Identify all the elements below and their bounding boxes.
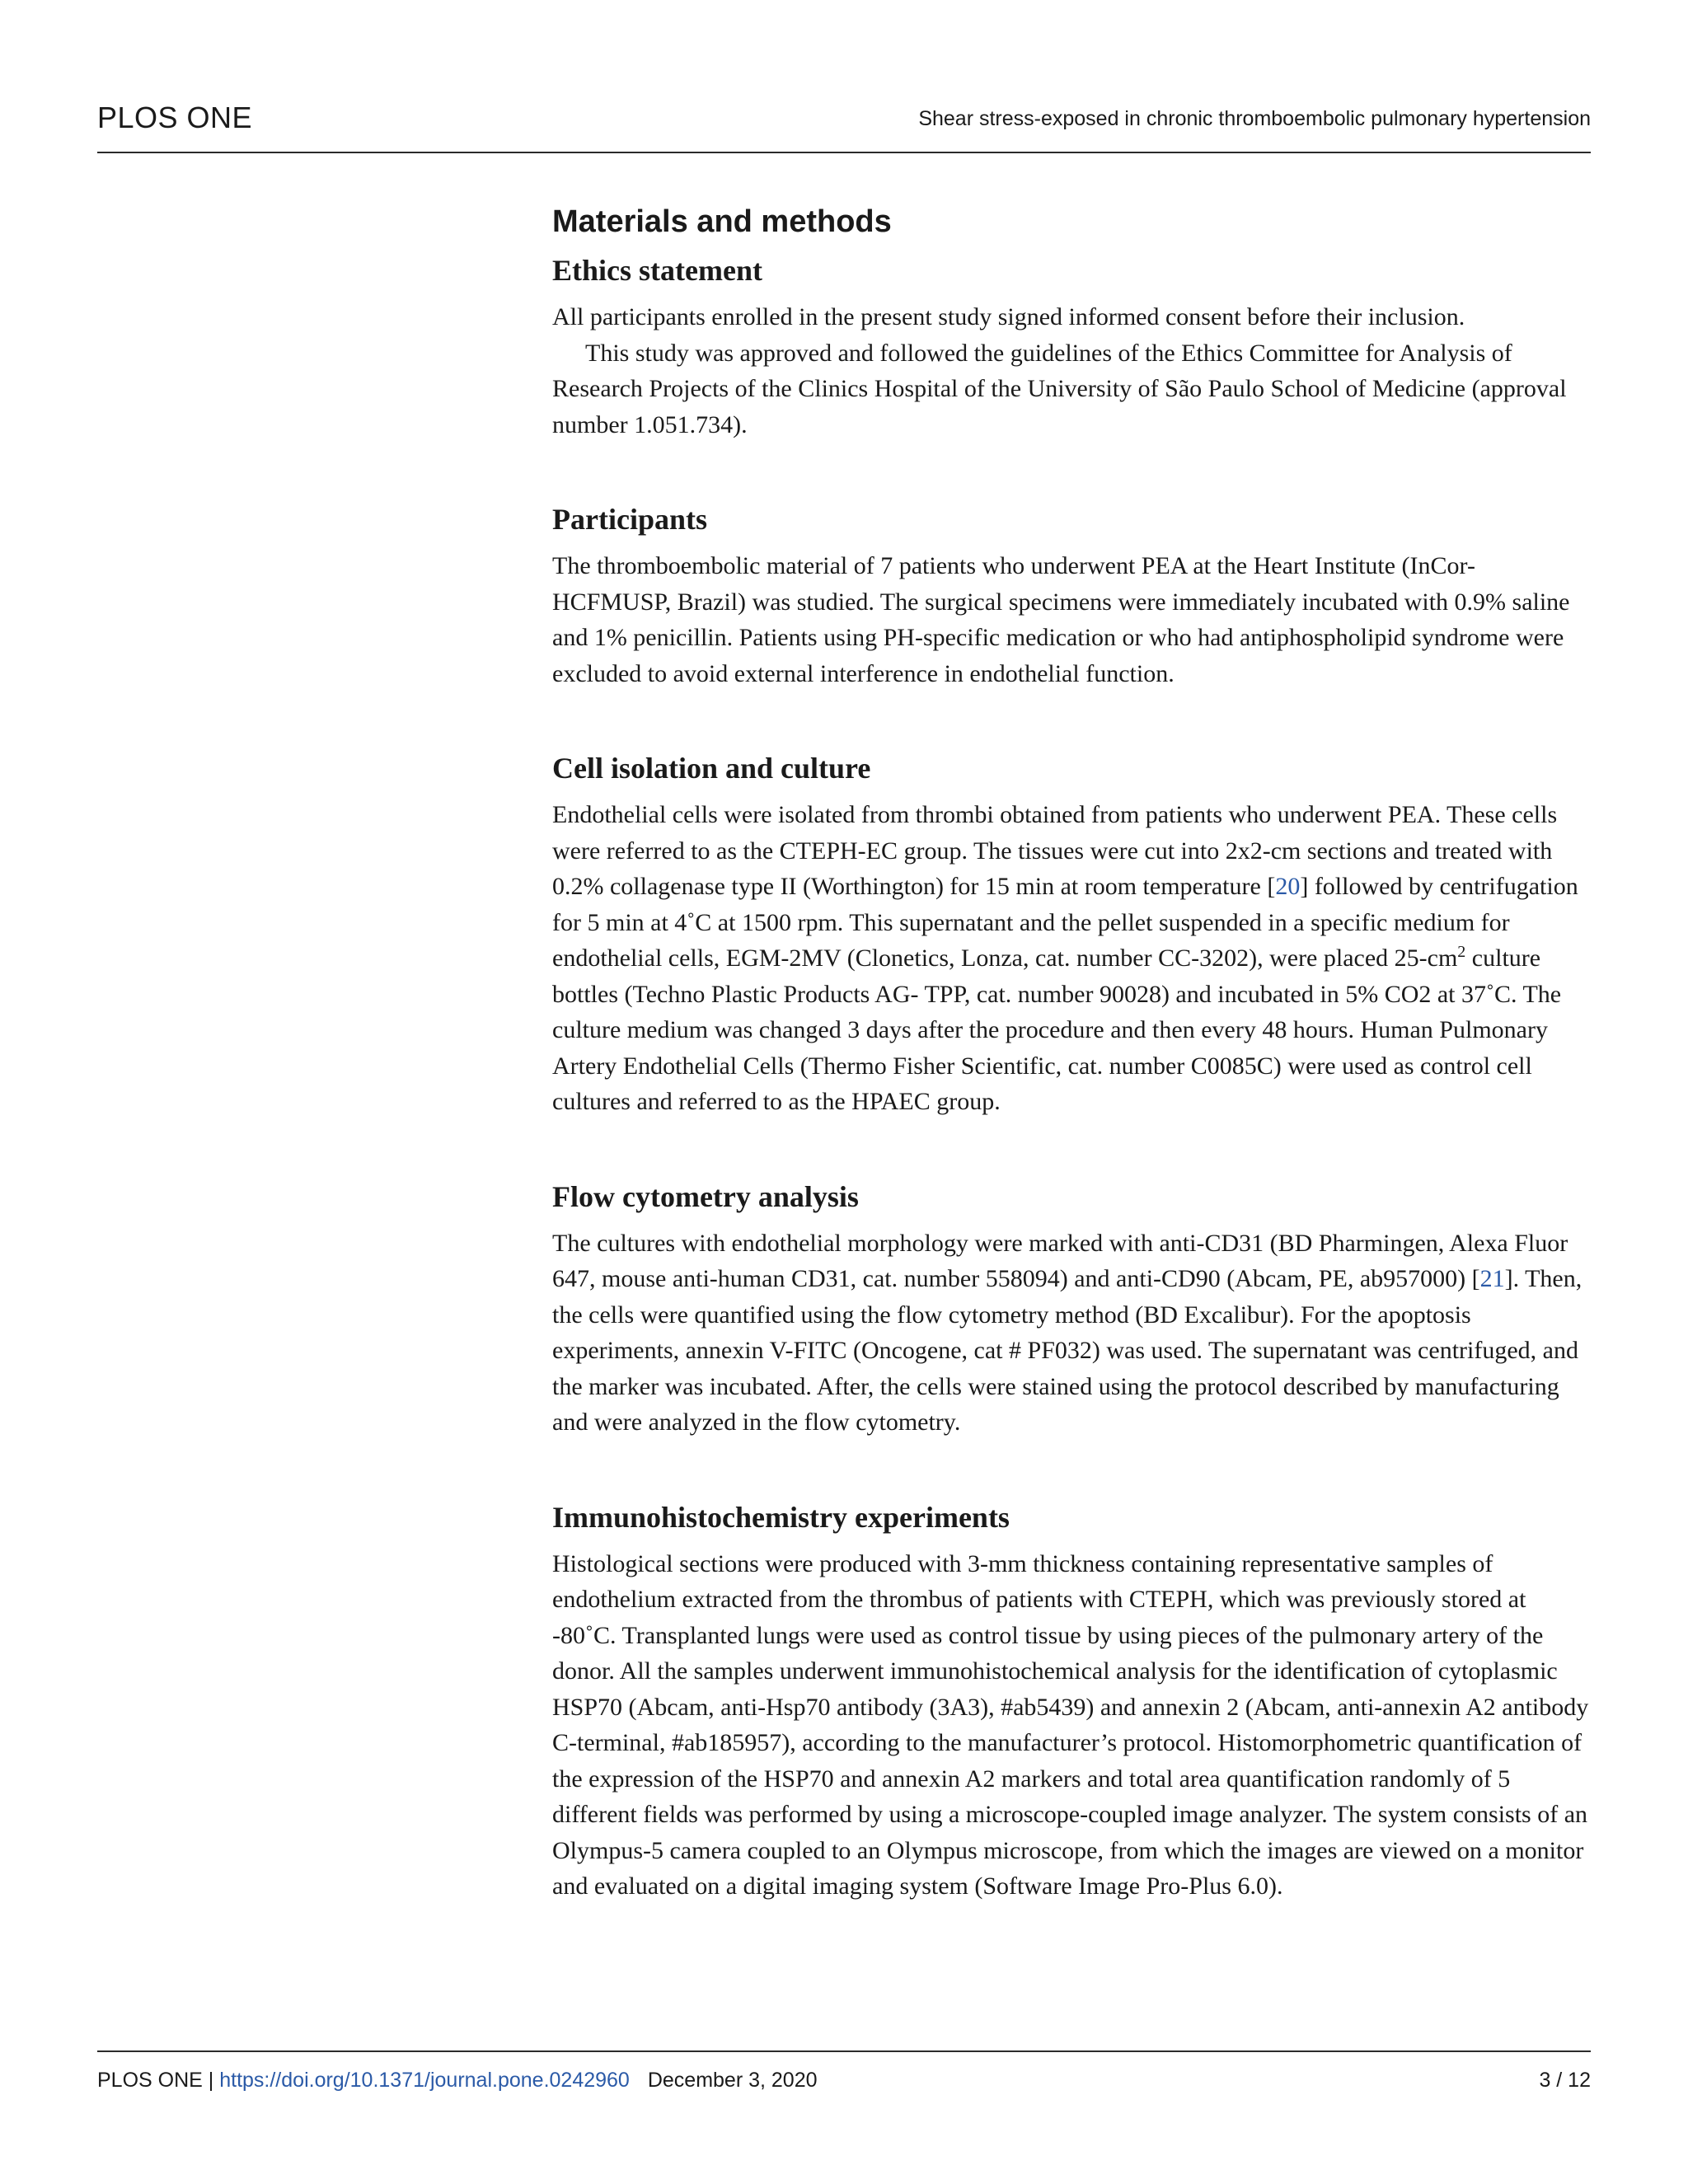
page-number: 3 / 12 xyxy=(1539,2069,1591,2092)
ref-bracket-close: ] xyxy=(1300,873,1309,900)
publication-date: December 3, 2020 xyxy=(647,2069,818,2092)
cell-isolation-text-c: culture bottles (Techno Plastic Products AG- TPP, cat. number 90028) and incubated in 5% CO2 at 37˚C. The culture medium was changed 3 days after the procedure and then every 48 hours. Human Pulmonary Artery Endothelial Cells (Thermo Fisher Scientific, cat. number C0085C) were used as control cell cultures and referred to as the HPAEC group. xyxy=(552,944,1562,1115)
page-footer xyxy=(97,2050,1591,2102)
journal-name: PLOS ONE xyxy=(97,101,253,134)
flow-text-a: The cultures with endothelial morphology were marked with anti-CD31 (BD Pharmingen, Alexa Fluor 647, mouse anti-human CD31, cat. number 558094) and anti-CD90 (Abcam, PE, ab957000) xyxy=(552,1229,1568,1292)
cell-isolation-text-a: Endothelial cells were isolated from thrombi obtained from patients who underwent PEA. These cells were referred to as the CTEPH-EC group. The tissues were cut into 2x2-cm sections and treated with 0.2% collagenase type II (Worthington) for 15 min at room temperature xyxy=(552,801,1558,900)
immunohistochemistry-paragraph: Histological sections were produced with 3-mm thickness containing representative samples of endothelium extracted from the thrombus of patients with CTEPH, which was previously stored at -80˚C. Transplanted lungs were used as control tissue by using pieces of the pulmonary artery of the donor. All the samples underwent immunohistochemical analysis for the identification of cytoplasmic HSP70 (Abcam, anti-Hsp70 antibody (3A3), #ab5439) and annexin 2 (Abcam, anti-annexin A2 antibody C-terminal, #ab185957), according to the manufacturer’s protocol. Histomorphometric quantification of the expression of the HSP70 and annexin A2 markers and total area quantification randomly of 5 different fields was performed by using a microscope-coupled image analyzer. The system consists of an Olympus-5 camera coupled to an Olympus microscope, from which the images are viewed on a monitor and evaluated on a digital imaging system (Software Image Pro-Plus 6.0). xyxy=(552,1549,1589,1900)
ethics-section xyxy=(552,253,1592,443)
page-header xyxy=(97,97,1591,153)
cell-isolation-text-b: followed by centrifugation for 5 min at 4˚C at 1500 rpm. This supernatant and the pellet suspended in a specific medium for endothelial cells, EGM-2MV (Clonetics, Lonza, cat. number CC-3202), were placed 25-cm xyxy=(552,873,1578,972)
ref-bracket-open: [ xyxy=(1471,1265,1480,1292)
flow-text-b: . Then, the cells were quantified using the flow cytometry method (BD Excalibur). For the apoptosis experiments, annexin V-FITC (Oncogene, cat # PF032) was used. The supernatant was centrifuged, and the marker was incubated. After, the cells were stained using the protocol described by manufacturing and were analyzed in the flow cytometry. xyxy=(552,1265,1582,1436)
reference-link-21[interactable]: 21 xyxy=(1479,1265,1505,1292)
flow-cytometry-section xyxy=(552,1179,1592,1441)
flow-cytometry-paragraph xyxy=(552,1226,1592,1441)
immunohistochemistry-section xyxy=(552,1500,1592,1905)
ref-bracket-close: ] xyxy=(1504,1265,1513,1292)
ethics-paragraph-2: This study was approved and followed the guidelines of the Ethics Committee for Analysis of Research Projects of the Clinics Hospital of the University of São Paulo School of Medicine (approval number 1.051.734). xyxy=(552,339,1567,438)
ethics-heading: Ethics statement xyxy=(552,254,762,287)
cell-isolation-heading: Cell isolation and culture xyxy=(552,752,871,785)
cell-isolation-section xyxy=(552,751,1592,1120)
section-title: Materials and methods xyxy=(552,204,892,239)
doi-link[interactable]: https://doi.org/10.1371/journal.pone.0242960 xyxy=(219,2069,630,2092)
running-title: Shear stress-exposed in chronic thromboembolic pulmonary hypertension xyxy=(918,107,1591,130)
ethics-paragraph-1: All participants enrolled in the present study signed informed consent before their inclusion. xyxy=(552,303,1465,330)
participants-section xyxy=(552,502,1592,691)
immunohistochemistry-heading: Immunohistochemistry experiments xyxy=(552,1500,1010,1534)
flow-cytometry-heading: Flow cytometry analysis xyxy=(552,1179,859,1213)
ref-bracket-open: [ xyxy=(1267,873,1276,900)
footer-journal: PLOS ONE | xyxy=(97,2069,220,2092)
participants-paragraph: The thromboembolic material of 7 patients who underwent PEA at the Heart Institute (InCor-HCFMUSP, Brazil) was studied. The surgical specimens were immediately incubated with 0.9% saline and 1% penicillin. Patients using PH-specific medication or who had antiphospholipid syndrome were excluded to avoid external interference in endothelial function. xyxy=(552,552,1570,687)
footer-citation xyxy=(97,2069,818,2093)
cell-isolation-paragraph xyxy=(552,797,1592,1120)
article-body xyxy=(552,204,1592,1964)
superscript-2: 2 xyxy=(1457,943,1466,961)
reference-link-20[interactable]: 20 xyxy=(1275,873,1301,900)
participants-heading: Participants xyxy=(552,503,707,536)
